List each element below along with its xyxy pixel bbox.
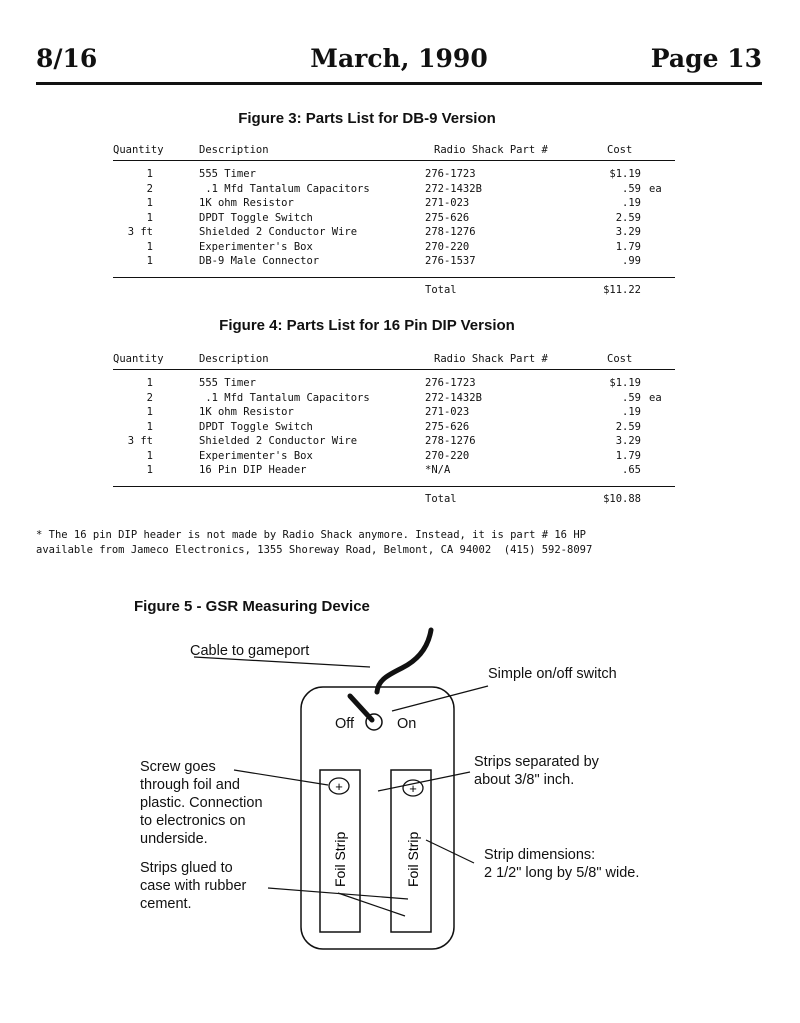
quantity-cell: 3 ft (127, 435, 153, 447)
issue-number: 8/16 (36, 44, 98, 73)
quantity-cell: 1 (146, 406, 153, 418)
part-number-cell: 272-1432B (425, 391, 482, 404)
description-cell: 1K ohm Resistor (199, 406, 294, 418)
quantity-cell: 1 (146, 211, 153, 224)
description-cell: 555 Timer (199, 377, 256, 389)
column-header-cost: Cost (607, 353, 633, 365)
quantity-cell: 1 (146, 168, 153, 180)
cable-label: Cable to gameport (190, 643, 310, 659)
dimension-note-line: Strip dimensions: (484, 847, 596, 863)
cost-cell: .65 (622, 464, 641, 476)
cost-cell: 1.79 (615, 240, 641, 253)
issue-date: March, 1990 (310, 44, 488, 73)
quantity-cell: 1 (146, 197, 153, 209)
total-value: $11.22 (603, 283, 641, 296)
part-number-cell: 278-1276 (425, 435, 476, 447)
description-cell: Experimenter's Box (199, 449, 313, 462)
cost-cell: 2.59 (615, 420, 641, 433)
quantity-cell: 1 (146, 420, 153, 433)
total-label: Total (425, 492, 457, 505)
glue-note-line: Strips glued to (140, 860, 233, 876)
foil-strip-right-label: Foil Strip (405, 831, 421, 887)
cost-cell: 3.29 (615, 435, 641, 447)
cost-cell: $1.19 (609, 168, 641, 180)
separation-note-line: about 3/8" inch. (474, 772, 575, 788)
screw-note-line: underside. (140, 831, 208, 847)
quantity-cell: 3 ft (127, 226, 153, 238)
unit-cell: ea (649, 391, 662, 404)
part-number-cell: 272-1432B (425, 182, 482, 195)
part-number-cell: 271-023 (425, 406, 470, 418)
quantity-cell: 1 (146, 449, 153, 462)
cost-cell: .59 (622, 391, 641, 404)
part-number-cell: 275-626 (425, 420, 470, 433)
screw-left-plus: + (335, 779, 343, 794)
separation-note (474, 753, 599, 789)
off-label: Off (335, 716, 355, 732)
quantity-cell: 1 (146, 377, 153, 389)
page-number: Page 13 (650, 44, 762, 73)
glue-note-line: cement. (140, 896, 192, 912)
part-number-cell: 278-1276 (425, 226, 476, 238)
dimension-note-line: 2 1/2" long by 5/8" wide. (484, 865, 640, 881)
part-number-cell: 276-1537 (425, 255, 476, 267)
on-label: On (397, 716, 417, 732)
cost-cell: 2.59 (615, 211, 641, 224)
total-label: Total (425, 283, 457, 296)
cost-cell: .19 (622, 197, 641, 209)
footnote-line-1: * The 16 pin DIP header is not made by Radio Shack anymore. Instead, it is part # 16 HP (36, 529, 586, 541)
figure5-title: Figure 5 - GSR Measuring Device (134, 598, 370, 615)
column-header-description: Description (199, 353, 269, 365)
cost-cell: .99 (622, 255, 641, 267)
part-number-cell: 276-1723 (425, 168, 476, 180)
part-number-cell: 271-023 (425, 197, 470, 209)
screw-note-line: Screw goes (140, 759, 216, 775)
gameport-cable (377, 630, 431, 692)
description-cell: 555 Timer (199, 168, 256, 180)
part-number-cell: 270-220 (425, 449, 470, 462)
quantity-cell: 1 (146, 240, 153, 253)
description-cell: .1 Mfd Tantalum Capacitors (199, 391, 370, 404)
figure3-title: Figure 3: Parts List for DB-9 Version (238, 110, 496, 127)
screw-note (140, 758, 263, 848)
quantity-cell: 2 (146, 182, 153, 195)
column-header-cost: Cost (607, 144, 633, 156)
part-number-cell: 275-626 (425, 211, 470, 224)
switch-label: Simple on/off switch (488, 666, 617, 682)
description-cell: Shielded 2 Conductor Wire (199, 435, 358, 447)
description-cell: 16 Pin DIP Header (199, 464, 307, 476)
unit-cell: ea (649, 182, 662, 195)
cost-cell: 1.79 (615, 449, 641, 462)
cost-cell: .19 (622, 406, 641, 418)
quantity-cell: 2 (146, 391, 153, 404)
separation-leader (378, 772, 470, 791)
total-value: $10.88 (603, 492, 641, 505)
figure4-title: Figure 4: Parts List for 16 Pin DIP Version (219, 317, 515, 334)
glue-note-line: case with rubber (140, 878, 247, 894)
column-header-quantity: Quantity (113, 353, 164, 365)
column-header-part: Radio Shack Part # (434, 353, 548, 365)
description-cell: 1K ohm Resistor (199, 197, 294, 209)
glue-note (140, 859, 246, 913)
dimension-note (484, 846, 639, 882)
screw-note-line: to electronics on (140, 813, 246, 829)
screw-note-line: through foil and (140, 777, 240, 793)
screw-right-plus: + (409, 781, 417, 796)
description-cell: Experimenter's Box (199, 240, 313, 253)
foil-strip-left-label: Foil Strip (332, 831, 348, 887)
dimension-leader (426, 840, 474, 863)
quantity-cell: 1 (146, 255, 153, 267)
column-header-quantity: Quantity (113, 144, 164, 156)
cost-cell: $1.19 (609, 377, 641, 389)
footnote-line-2: available from Jameco Electronics, 1355 Shoreway Road, Belmont, CA 94002 (415) 592-8097 (36, 544, 593, 556)
column-header-part: Radio Shack Part # (434, 144, 548, 156)
description-cell: DB-9 Male Connector (199, 255, 320, 267)
description-cell: Shielded 2 Conductor Wire (199, 226, 358, 238)
part-number-cell: *N/A (425, 464, 451, 476)
screw-note-line: plastic. Connection (140, 795, 263, 811)
description-cell: .1 Mfd Tantalum Capacitors (199, 182, 370, 195)
quantity-cell: 1 (146, 464, 153, 476)
description-cell: DPDT Toggle Switch (199, 211, 313, 224)
part-number-cell: 270-220 (425, 240, 470, 253)
cost-cell: 3.29 (615, 226, 641, 238)
column-header-description: Description (199, 144, 269, 156)
cost-cell: .59 (622, 182, 641, 195)
separation-note-line: Strips separated by (474, 754, 599, 770)
description-cell: DPDT Toggle Switch (199, 420, 313, 433)
part-number-cell: 276-1723 (425, 377, 476, 389)
switch-leader (392, 686, 488, 711)
